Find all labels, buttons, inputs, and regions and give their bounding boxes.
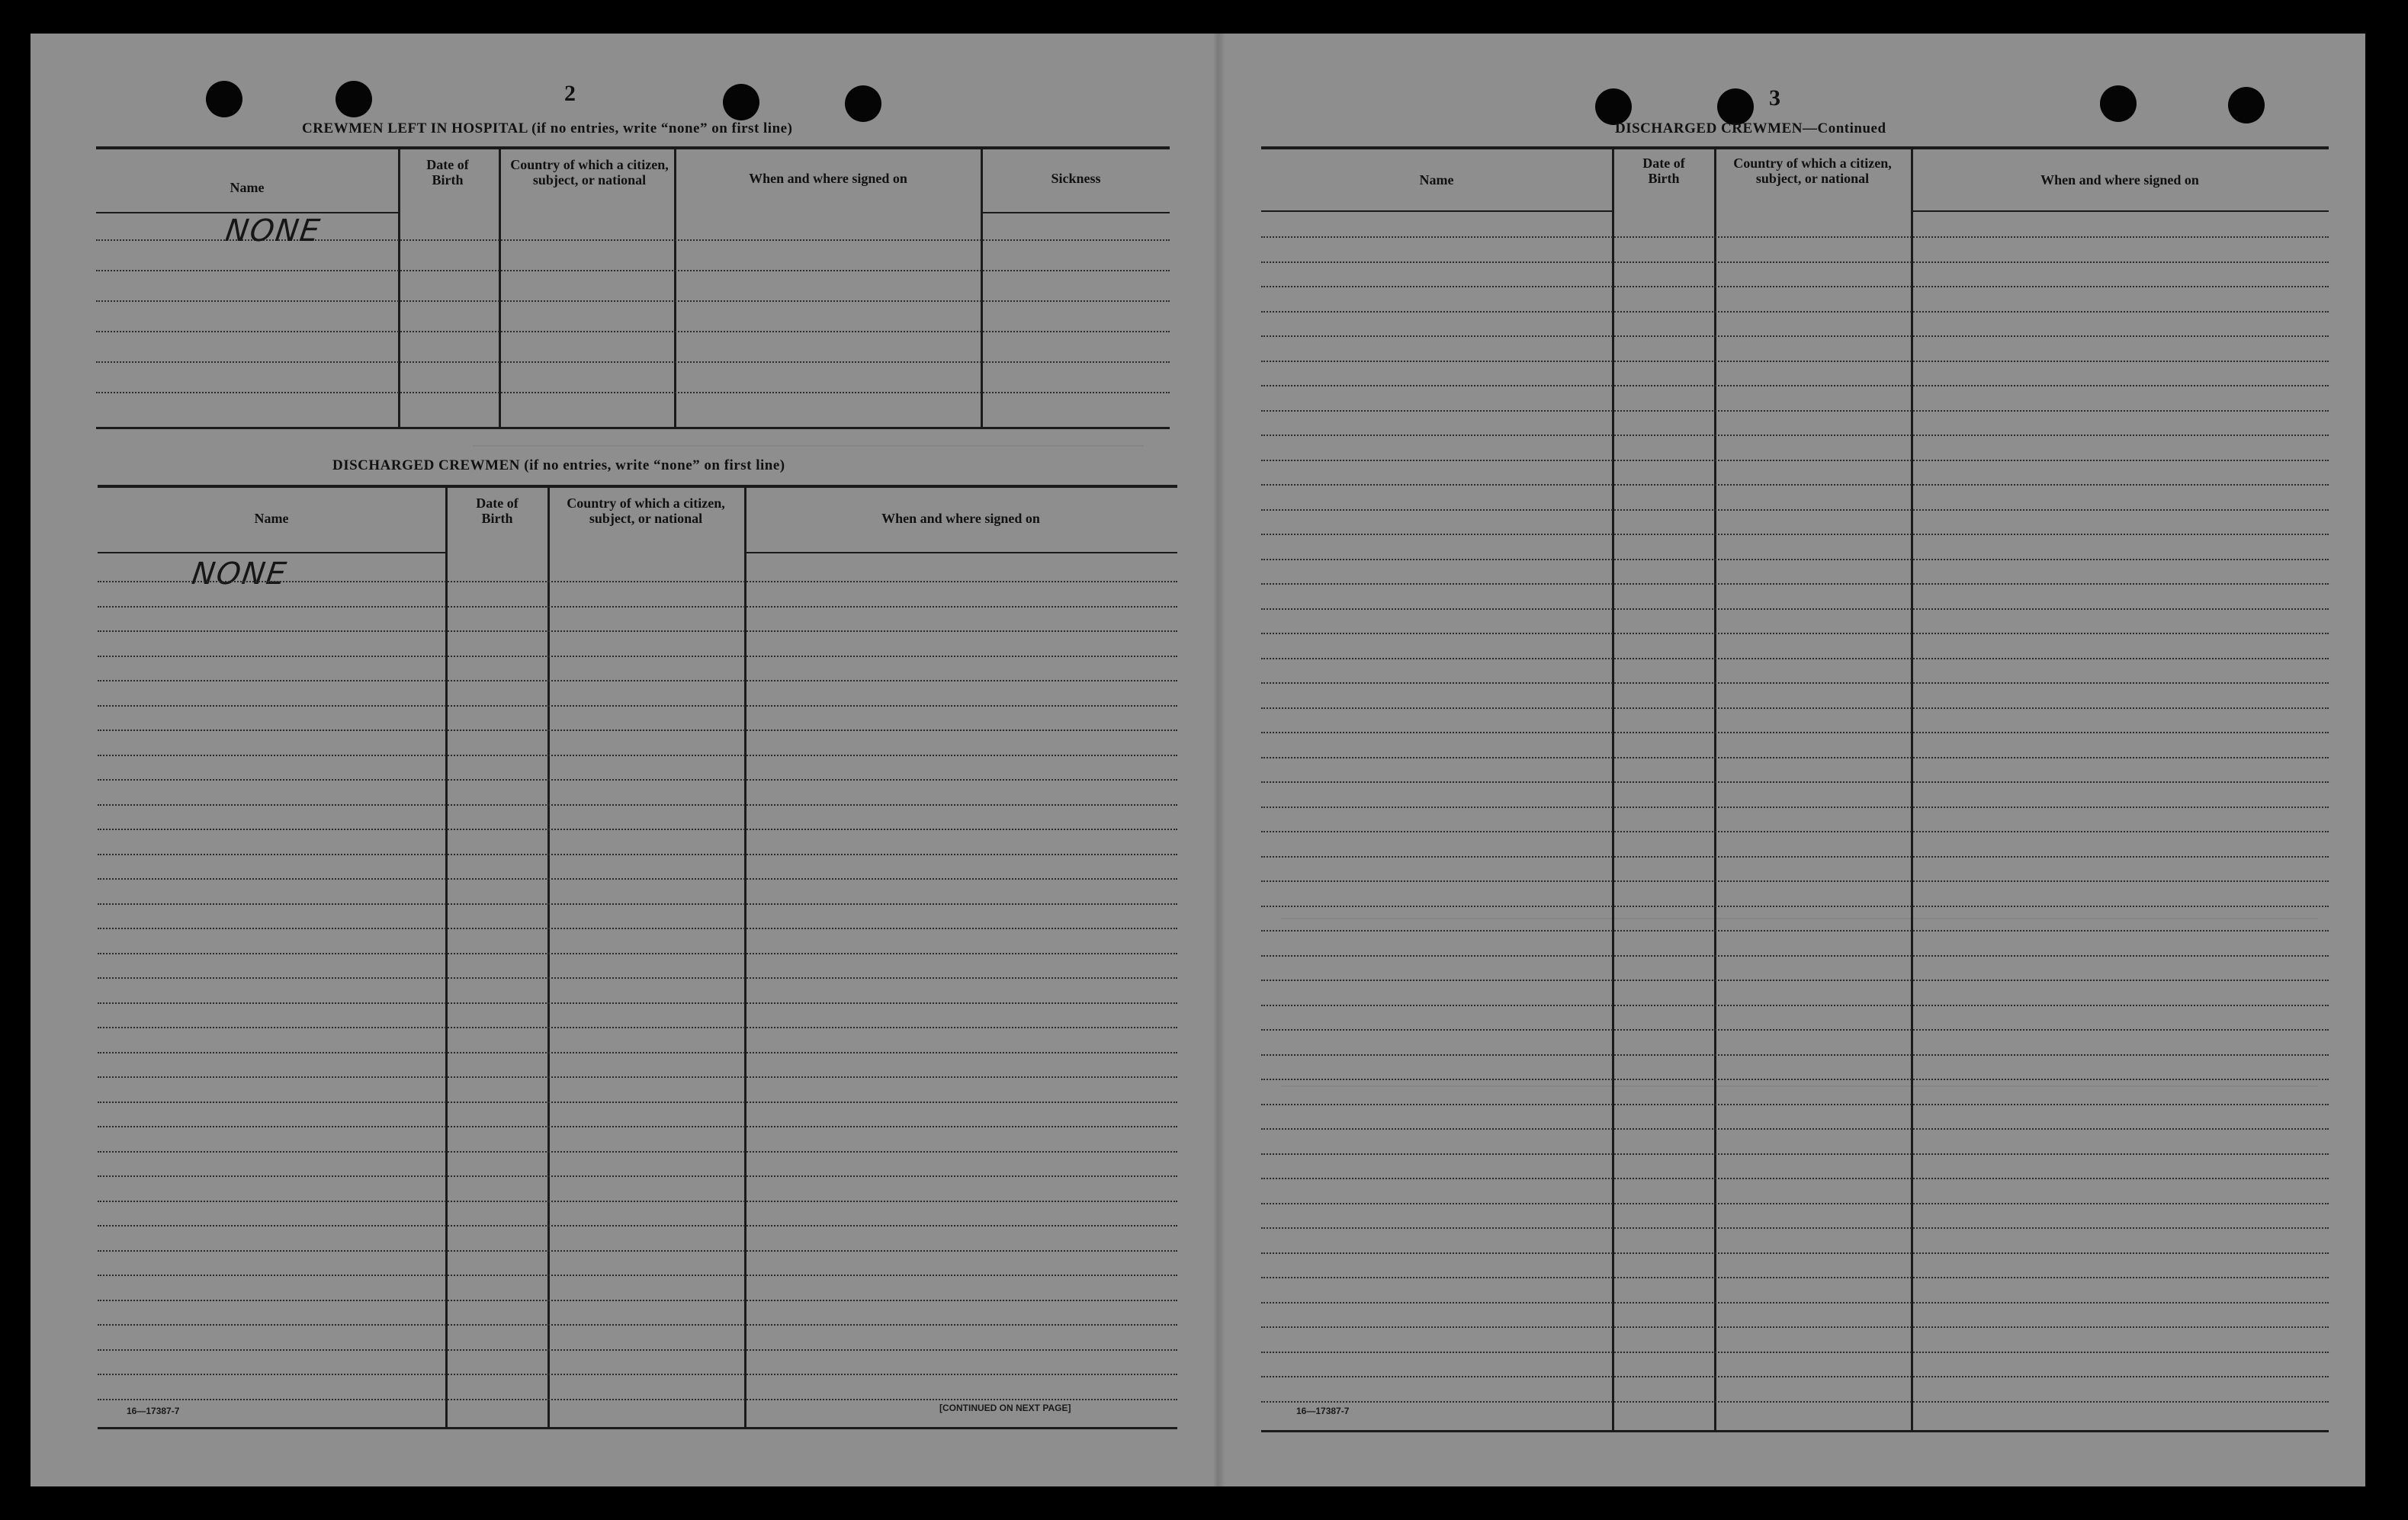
row-rule bbox=[98, 680, 1177, 681]
column-divider bbox=[1911, 149, 1913, 1430]
handwritten-entry: NONE bbox=[189, 556, 290, 592]
row-rule bbox=[98, 1076, 1177, 1078]
column-header-signed-on: When and where signed on bbox=[881, 511, 1040, 526]
discharged-table bbox=[98, 485, 1177, 1429]
row-rule bbox=[1261, 608, 2329, 610]
row-rule bbox=[96, 270, 1170, 271]
page-number: 2 bbox=[564, 81, 576, 106]
row-rule bbox=[98, 829, 1177, 830]
row-rule bbox=[1261, 1029, 2329, 1031]
row-rule bbox=[98, 1126, 1177, 1127]
row-rule bbox=[98, 1102, 1177, 1103]
row-rule bbox=[1261, 1401, 2329, 1403]
row-rule bbox=[98, 1151, 1177, 1153]
row-rule bbox=[96, 392, 1170, 393]
form-number: 16—17387-7 bbox=[1296, 1406, 1350, 1416]
row-rule bbox=[1261, 930, 2329, 932]
column-divider bbox=[499, 149, 501, 427]
discharged-section-heading bbox=[332, 457, 785, 474]
column-header-sickness: Sickness bbox=[1051, 171, 1101, 186]
row-rule bbox=[98, 1027, 1177, 1028]
column-header-signed-on: When and where signed on bbox=[2040, 172, 2199, 188]
hospital-table bbox=[96, 146, 1170, 429]
column-header-country: Country of which a citizen, subject, or national bbox=[510, 157, 669, 188]
row-rule bbox=[1261, 757, 2329, 758]
row-rule bbox=[98, 977, 1177, 979]
punch-hole bbox=[206, 81, 242, 117]
column-divider bbox=[744, 488, 746, 1427]
row-rule bbox=[98, 804, 1177, 806]
page-number: 3 bbox=[1769, 85, 1780, 111]
row-rule bbox=[1261, 955, 2329, 957]
row-rule bbox=[98, 878, 1177, 880]
row-rule bbox=[1261, 286, 2329, 287]
row-rule bbox=[98, 928, 1177, 929]
discharged-heading-title: DISCHARGED CREWMEN bbox=[332, 457, 520, 473]
row-rule bbox=[1261, 1277, 2329, 1278]
row-rule bbox=[96, 361, 1170, 363]
column-header-date-of-birth: Date of Birth bbox=[426, 157, 469, 188]
discharged-continued-table bbox=[1261, 146, 2329, 1432]
column-header-country: Country of which a citizen, subject, or national bbox=[1733, 156, 1892, 186]
row-rule bbox=[98, 730, 1177, 731]
row-rule bbox=[1261, 410, 2329, 412]
bleed-through-mark bbox=[473, 445, 1144, 447]
row-rule bbox=[98, 953, 1177, 954]
center-fold bbox=[1214, 34, 1225, 1486]
row-rule bbox=[1261, 1005, 2329, 1006]
hospital-heading-title: CREWMEN LEFT IN HOSPITAL bbox=[302, 120, 528, 136]
row-rule bbox=[1261, 732, 2329, 733]
row-rule bbox=[1261, 1104, 2329, 1105]
column-header-name: Name bbox=[1419, 172, 1454, 188]
row-rule bbox=[98, 1002, 1177, 1004]
row-rule bbox=[1261, 1054, 2329, 1056]
discharged-heading-note: (if no entries, write “none” on first line) bbox=[524, 457, 785, 473]
handwritten-entry: NONE bbox=[223, 213, 323, 249]
punch-hole bbox=[2100, 85, 2137, 122]
row-rule bbox=[1261, 1376, 2329, 1377]
row-rule bbox=[1261, 1302, 2329, 1304]
row-rule bbox=[1261, 906, 2329, 907]
row-rule bbox=[1261, 682, 2329, 684]
row-rule bbox=[98, 606, 1177, 608]
row-rule bbox=[98, 705, 1177, 707]
header-rule bbox=[1911, 210, 2329, 212]
header-rule bbox=[981, 212, 1170, 213]
row-rule bbox=[1261, 1252, 2329, 1254]
header-rule bbox=[744, 552, 1177, 553]
column-header-country: Country of which a citizen, subject, or national bbox=[567, 495, 725, 526]
row-rule bbox=[98, 1052, 1177, 1053]
column-header-name: Name bbox=[254, 511, 289, 526]
row-rule bbox=[98, 1324, 1177, 1326]
column-divider bbox=[981, 149, 983, 427]
row-rule bbox=[98, 854, 1177, 855]
row-rule bbox=[1261, 856, 2329, 858]
row-rule bbox=[1261, 806, 2329, 808]
punch-hole bbox=[2228, 87, 2265, 123]
column-divider bbox=[398, 149, 400, 427]
row-rule bbox=[98, 1201, 1177, 1202]
continued-note: [CONTINUED ON NEXT PAGE] bbox=[939, 1403, 1071, 1413]
punch-hole bbox=[1595, 88, 1632, 125]
hospital-heading-note: (if no entries, write “none” on first line) bbox=[531, 120, 793, 136]
row-rule bbox=[1261, 707, 2329, 709]
column-divider bbox=[445, 488, 448, 1427]
row-rule bbox=[98, 1275, 1177, 1276]
row-rule bbox=[1261, 385, 2329, 386]
row-rule bbox=[1261, 1227, 2329, 1229]
column-divider bbox=[1714, 149, 1716, 1430]
header-rule bbox=[1261, 210, 1612, 212]
column-divider bbox=[674, 149, 676, 427]
row-rule bbox=[98, 1250, 1177, 1252]
row-rule bbox=[1261, 261, 2329, 263]
row-rule bbox=[1261, 1352, 2329, 1353]
row-rule bbox=[1261, 781, 2329, 783]
row-rule bbox=[98, 903, 1177, 905]
punch-hole bbox=[845, 85, 881, 122]
row-rule bbox=[1261, 236, 2329, 238]
row-rule bbox=[1261, 1178, 2329, 1179]
row-rule bbox=[98, 1225, 1177, 1227]
row-rule bbox=[1261, 435, 2329, 436]
discharged-continued-heading: DISCHARGED CREWMEN—Continued bbox=[1615, 120, 1886, 136]
punch-hole bbox=[336, 81, 372, 117]
row-rule bbox=[1261, 509, 2329, 511]
row-rule bbox=[98, 1300, 1177, 1301]
row-rule bbox=[1261, 880, 2329, 882]
row-rule bbox=[1261, 1203, 2329, 1204]
row-rule bbox=[98, 1399, 1177, 1400]
row-rule bbox=[98, 1349, 1177, 1351]
row-rule bbox=[1261, 460, 2329, 461]
row-rule bbox=[98, 779, 1177, 781]
row-rule bbox=[1261, 633, 2329, 634]
row-rule bbox=[1261, 658, 2329, 659]
row-rule bbox=[1261, 1153, 2329, 1155]
row-rule bbox=[98, 1175, 1177, 1177]
row-rule bbox=[1261, 583, 2329, 585]
row-rule bbox=[98, 630, 1177, 632]
hospital-section-heading bbox=[302, 120, 792, 137]
row-rule bbox=[98, 755, 1177, 756]
row-rule bbox=[96, 331, 1170, 332]
punch-hole bbox=[723, 84, 759, 120]
row-rule bbox=[1261, 311, 2329, 313]
row-rule bbox=[1261, 1326, 2329, 1328]
column-header-date-of-birth: Date of Birth bbox=[476, 495, 519, 526]
row-rule bbox=[1261, 484, 2329, 486]
column-divider bbox=[1612, 149, 1614, 1430]
row-rule bbox=[96, 300, 1170, 302]
row-rule bbox=[1261, 335, 2329, 337]
column-header-signed-on: When and where signed on bbox=[749, 171, 907, 186]
document-sheet bbox=[31, 34, 2365, 1486]
form-number: 16—17387-7 bbox=[127, 1406, 180, 1416]
row-rule bbox=[1261, 831, 2329, 832]
row-rule bbox=[98, 656, 1177, 657]
column-header-date-of-birth: Date of Birth bbox=[1642, 156, 1685, 186]
row-rule bbox=[1261, 1128, 2329, 1130]
row-rule bbox=[1261, 559, 2329, 560]
punch-hole bbox=[1717, 88, 1754, 125]
row-rule bbox=[1261, 361, 2329, 362]
row-rule bbox=[1261, 980, 2329, 981]
column-header-name: Name bbox=[230, 180, 265, 195]
row-rule bbox=[1261, 534, 2329, 535]
row-rule bbox=[1261, 1079, 2329, 1080]
column-divider bbox=[547, 488, 550, 1427]
row-rule bbox=[98, 1374, 1177, 1375]
row-rule bbox=[98, 581, 1177, 582]
header-rule bbox=[98, 552, 445, 553]
